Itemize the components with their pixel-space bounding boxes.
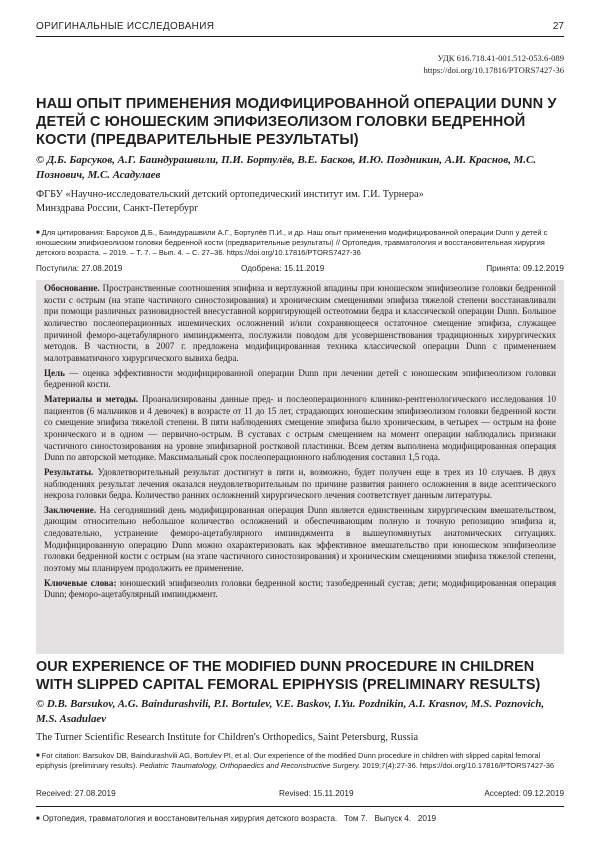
received-date-ru: Поступила: 27.08.2019 xyxy=(36,264,123,273)
dates-en xyxy=(36,789,564,800)
affiliation-ru-line-2: Минздрава России, Санкт-Петербург xyxy=(36,203,199,214)
square-bullet-icon: ■ xyxy=(36,753,40,759)
square-bullet-icon: ■ xyxy=(36,230,40,236)
abstract-conclusion: Заключение. На сегодняшний день модифицированная операция Dunn является единственным хирургическим вмешательством, дающим относительно небольшое количество осложнений и обеспечивающим полную и точную репозицию эпифиза и, следовательно, устранение феморо-ацетабулярного импинджмента в вышеупомянутых анатомических ситуациях. Модифицированную операцию Dunn можно охарактеризовать как эффективное вмешательство при юношеском эпифизеолизе головки бедренной кости с острым (на этапе частичного синостозирования) и хроническим смещениями эпифиза тяжелой степени, поэтому мы планируем продолжить ее применение. xyxy=(44,504,556,574)
dates-ru xyxy=(36,264,564,275)
received-date-en: Received: 27.08.2019 xyxy=(36,789,116,798)
header-rule xyxy=(36,36,564,37)
doi-link[interactable]: https://doi.org/10.17816/PTORS7427-36 xyxy=(423,65,564,75)
citation-ru-text: Для цитирования: Барсуков Д.Б., Баиндурашвили А.Г., Бортулёв П.И., и др. Наш опыт применения модифицированной операции Dunn у детей с юношеским эпифизеолизом головки бедренной кости (предварительные результаты) // Ортопедия, травматология и восстановительная хирургия детского возраста. – 2019. – Т. 7. – Вып. 4. – С. 27–36. https://doi.org/10.17816/PTORS7427-36 xyxy=(36,228,548,257)
abstract xyxy=(44,283,556,601)
affiliation-ru-line-1: ФГБУ «Научно-исследовательский детский ортопедический институт им. Г.И. Турнера» xyxy=(36,189,424,200)
citation-ru xyxy=(36,228,564,257)
article-title-en: OUR EXPERIENCE OF THE MODIFIED DUNN PROCEDURE IN CHILDREN WITH SLIPPED CAPITAL FEMORAL EPIPHYSIS (PRELIMINARY RESULTS) xyxy=(36,659,541,693)
authors-en: © D.B. Barsukov, A.G. Baindurashvili, P.I. Bortulev, V.E. Baskov, I.Yu. Pozdnikin, A.I. Krasnov, M.S. Poznovich, M.S. Asadulaev xyxy=(36,698,545,725)
abstract-results: Результаты. Удовлетворительный результат достигнут в пяти и, возможно, будет получен еще в трех из 10 случаев. В двух наблюдениях результат лечения оказался неудовлетворительным по причине развития раннего осложнения в виде асептического некроза головки бедра. Количество ранних осложнений хирургического лечения соответствует данным литературы. xyxy=(44,466,556,501)
article-meta xyxy=(423,52,564,76)
footer-rule xyxy=(36,806,564,807)
journal-footer-text: Ортопедия, травматология и восстановительная хирургия детского возраста. Том 7. Выпуск 4. 2019 xyxy=(42,814,437,823)
page-number: 27 xyxy=(552,21,564,32)
running-footer xyxy=(36,814,564,823)
revised-date-en: Revised: 15.11.2019 xyxy=(279,789,354,798)
abstract-aim: Цель — оценка эффективности модифицированной операции Dunn при лечении детей с юношеским эпифизеолизом головки бедренной кости. xyxy=(44,367,556,390)
square-bullet-icon: ■ xyxy=(36,816,40,822)
running-header xyxy=(36,21,564,37)
affiliation-ru xyxy=(36,188,564,216)
authors-ru: © Д.Б. Барсуков, А.Г. Баиндурашвили, П.И. Бортулёв, В.Е. Басков, И.Ю. Поздникин, А.И. Краснов, М.С. Познович, М.С. Асадулаев xyxy=(36,154,537,181)
abstract-methods: Материалы и методы. Проанализированы данные пред- и послеоперационного клинико-рентгенологического исследования 10 пациентов (6 мальчиков и 4 девочек) в возрасте от 11 до 15 лет, страдающих юношеским эпифизеолизом головки бедренной кости со смещение эпифиза тяжелой степени. В пяти наблюдениях смещение эпифиза было хроническим, в четырех — острым на фоне хронического и в одном — первично-острым. В суставах с острым смещением на момент операции наблюдались признаки частичного синостозирования на уровне эпифизарной ростковой пластинки. Всем детям выполнена модифицированная операция Dunn по авторской методике. Максимальный срок послеоперационного наблюдения составил 1,5 года. xyxy=(44,393,556,463)
article-title-ru: НАШ ОПЫТ ПРИМЕНЕНИЯ МОДИФИЦИРОВАННОЙ ОПЕРАЦИИ DUNN У ДЕТЕЙ С ЮНОШЕСКИМ ЭПИФИЗЕОЛИЗОМ ГОЛОВКИ БЕДРЕННОЙ КОСТИ (ПРЕДВАРИТЕЛЬНЫЕ РЕЗУЛЬТАТЫ) xyxy=(36,96,557,148)
abstract-keywords: Ключевые слова: юношеский эпифизеолиз головки бедренной кости; тазобедренный сустав; дети; модифицированная операция Dunn; феморо-ацетабулярный импинджмент. xyxy=(44,577,557,600)
udk-code: УДК 616.718.41-001.512-053.6-089 xyxy=(437,53,564,63)
citation-en: ■ For citation: Barsukov DB, Baindurashvili AG, Bortulev PI, et al. Our experience of the modified Dunn procedure in children with slipped capital femoral epiphysis (preliminary results). Pediatric Traumatology, Orthopaedics and Reconstructive Surgery. 2019;7(4):27-36. https://doi.org/10.17816/PTORS7427-36 xyxy=(36,751,555,771)
accepted-date-ru: Принята: 09.12.2019 xyxy=(486,264,564,273)
approved-date-ru: Одобрена: 15.11.2019 xyxy=(241,264,325,273)
abstract-background: Обоснование. Пространственные соотношения эпифиза и вертлужной впадины при юношеском эпифизеолизе головки бедренной кости с острым (на этапе частичного синостозирования) и хроническим смещениями эпифиза тяжелой степени восстанавливали при помощи различных разновидностей внесуставной корригирующей остеотомии бедра и классической операции Dunn. Большое количество послеоперационных ишемических осложнений и/или сохраняющееся остаточное смещение эпифиза, служащее причиной феморо-ацетабулярного импинджмента, послужили поводом для усовершенствования традиционных хирургических методов. В частности, в 2007 г. предложена модифицированная техника классической операции Dunn с применением малотравматичного хирургического вывиха бедра. xyxy=(44,283,557,363)
affiliation-en: The Turner Scientific Research Institute for Children's Orthopedics, Saint Petersburg, Russia xyxy=(36,732,419,743)
section-title: ОРИГИНАЛЬНЫЕ ИССЛЕДОВАНИЯ xyxy=(36,21,215,32)
journal-name-en: Pediatric Traumatology, Orthopaedics and Reconstructive Surgery. xyxy=(139,761,361,771)
accepted-date-en: Accepted: 09.12.2019 xyxy=(484,789,564,798)
